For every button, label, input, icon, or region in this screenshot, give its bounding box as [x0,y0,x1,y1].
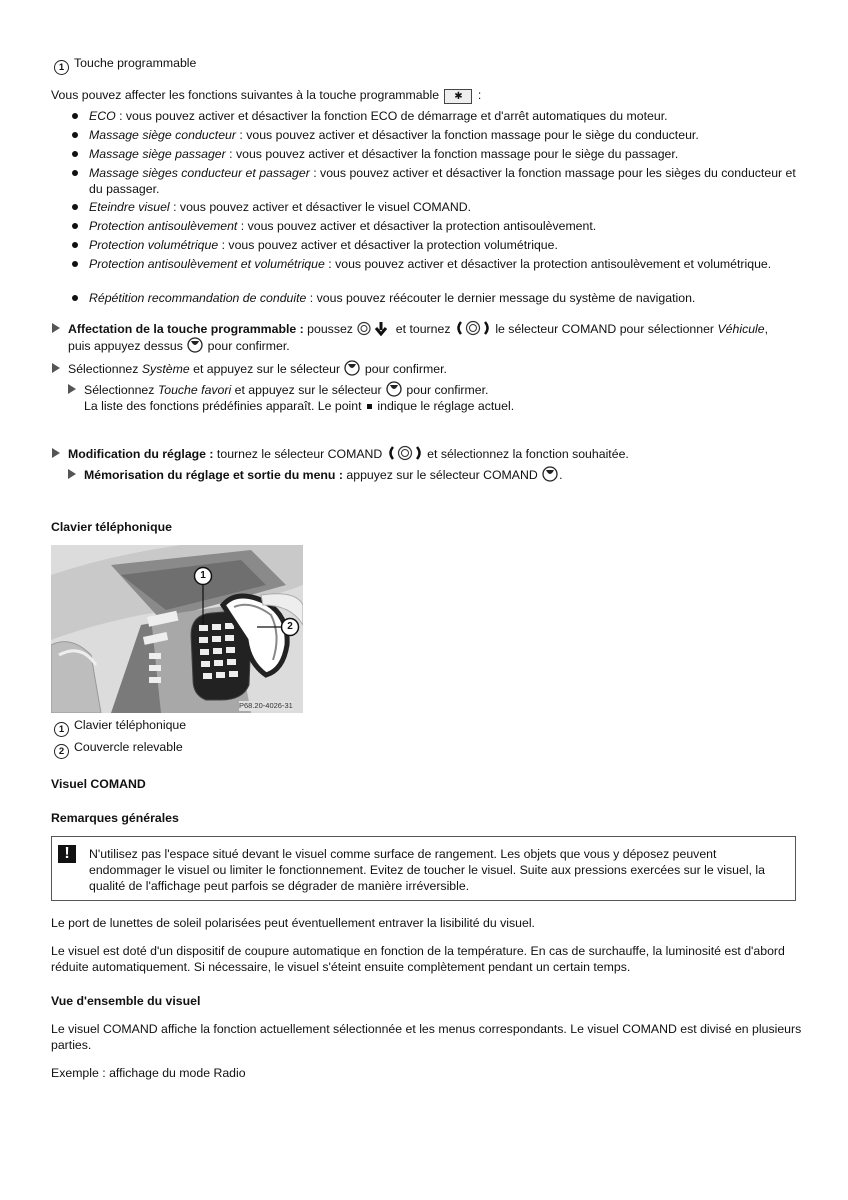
step-text: poussez [303,322,357,336]
list-item [72,199,802,215]
step-title: Mémorisation du réglage et sortie du menu : [84,468,343,482]
step-text: le sélecteur COMAND pour sélectionner [491,322,718,336]
step-text: . [559,468,563,482]
step-text: pour confirmer. [204,339,290,353]
legend-number: 2 [54,744,69,759]
image-reference-code: P68.20-4026-31 [239,701,293,710]
step-title: Affectation de la touche programmable : [68,322,304,336]
step-text: Sélectionnez [68,362,142,376]
step-text: et appuyez sur le sélecteur [231,383,386,397]
step-title: Modification du réglage : [68,447,214,461]
step-text: , [764,322,769,336]
step-text: appuyez sur le sélecteur COMAND [342,468,542,482]
photo-callout-1: 1 [200,570,206,581]
list-item [72,237,802,253]
warning-text: N'utilisez pas l'espace situé devant le visuel comme surface de rangement. Les objets que vous y déposez peuvent endommager le visuel ou limiter le fonctionnement. Evitez de toucher le visuel. Suite aux pressions exercées sur le visuel, la qualité de l'affichage peut parfois se dégrader de manière irréversible. [89,847,765,893]
list-item [72,127,802,143]
press-controller-icon [344,360,360,376]
function-desc: : vous pouvez activer et désactiver le visuel COMAND. [169,200,472,214]
press-controller-icon [542,466,558,482]
press-controller-icon [386,381,402,397]
function-desc: : vous pouvez activer et désactiver la fonction massage pour le siège du passager. [225,147,679,161]
rotate-controller-icon [387,445,423,461]
function-desc: : vous pouvez activer et désactiver la fonction massage pour les sièges du conducteur et du passager. [89,166,796,196]
legend-item-2 [54,739,183,759]
paragraph-affichage: Le visuel COMAND affiche la fonction actuellement sélectionnée et les menus correspondants. Le visuel COMAND est divisé en plusieurs parties. [51,1022,802,1052]
step-text: indique le réglage actuel. [373,399,515,413]
warning-box [51,836,796,901]
function-term: Eteindre visuel [89,200,170,214]
step-affectation [52,320,792,354]
step-modification [52,445,792,462]
list-item [72,290,802,306]
list-item [72,165,802,197]
warning-icon: ! [58,845,76,863]
callout-number: 1 [54,60,69,75]
step-target: Touche favori [157,383,232,397]
function-desc: : vous pouvez activer et désactiver la fonction massage pour le siège du conducteur. [235,128,699,142]
section-heading-clavier: Clavier téléphonique [51,520,172,534]
list-item [72,108,802,124]
function-desc: : vous pouvez réécouter le dernier message du système de navigation. [306,291,696,305]
step-arrow-icon [68,469,76,479]
step-text: pour confirmer. [403,383,489,397]
press-controller-icon [187,337,203,353]
function-term: Massage siège passager [89,147,226,161]
photo-callout-2: 2 [287,621,293,632]
function-term: Protection antisoulèvement et volumétrique [89,257,325,271]
step-text: puis appuyez dessus [68,339,187,353]
push-down-controller-icon [357,321,391,336]
function-desc: : vous pouvez activer et désactiver la fonction ECO de démarrage et d'arrêt automatiques du moteur. [115,109,668,123]
rotate-controller-icon [455,320,491,336]
step-target: Système [141,362,190,376]
step-text: et tournez [392,322,454,336]
list-item [72,256,802,272]
step-arrow-icon [52,323,60,333]
step-arrow-icon [52,363,60,373]
step-target: Véhicule [717,322,765,336]
step-arrow-icon [68,384,76,394]
step-text: La liste des fonctions prédéfinies apparaît. Le point [84,399,365,413]
function-desc: : vous pouvez activer et désactiver la protection volumétrique. [218,238,558,252]
legend-number: 1 [54,722,69,737]
step-systeme [52,360,792,377]
function-term: ECO [89,109,116,123]
function-term: Massage siège conducteur [89,128,236,142]
intro-paragraph [51,87,811,104]
subsection-heading-vue-ensemble: Vue d'ensemble du visuel [51,994,201,1008]
paragraph-exemple: Exemple : affichage du mode Radio [51,1066,246,1080]
function-desc: : vous pouvez activer et désactiver la protection antisoulèvement. [237,219,597,233]
function-desc: : vous pouvez activer et désactiver la protection antisoulèvement et volumétrique. [324,257,772,271]
list-item [72,146,802,162]
callout-label: Touche programmable [74,56,197,70]
step-text: et sélectionnez la fonction souhaitée. [423,447,629,461]
step-text: et appuyez sur le sélecteur [189,362,344,376]
selection-dot-icon [367,404,372,409]
function-term: Protection volumétrique [89,238,219,252]
paragraph-lunettes: Le port de lunettes de soleil polarisées peut éventuellement entraver la lisibilité du visuel. [51,916,535,930]
step-memorisation [68,466,808,483]
legend-label: Couvercle relevable [74,740,183,754]
function-term: Répétition recommandation de conduite [89,291,307,305]
legend-label: Clavier téléphonique [74,718,187,732]
step-text: tournez le sélecteur COMAND [213,447,386,461]
subsection-heading-remarques: Remarques générales [51,811,179,825]
function-term: Protection antisoulèvement [89,219,238,233]
keypad-illustration [51,545,303,713]
step-touche-favori [68,381,808,414]
paragraph-coupure: Le visuel est doté d'un dispositif de coupure automatique en fonction de la température. En cas de surchauffe, la luminosité est d'abord réduite automatiquement. Si nécessaire, le visuel s'éteint ensuite complètement pendant un certain temps. [51,944,785,974]
callout-touche-programmable [54,55,196,75]
step-text: pour confirmer. [361,362,447,376]
step-text: Sélectionnez [84,383,158,397]
favorite-key-icon: ✱ [444,89,472,104]
legend-item-1 [54,717,186,737]
list-item [72,218,802,234]
intro-text: Vous pouvez affecter les fonctions suivantes à la touche programmable [51,88,440,102]
section-heading-visuel: Visuel COMAND [51,777,146,791]
function-term: Massage sièges conducteur et passager [89,166,310,180]
keypad-photo [51,545,303,713]
step-arrow-icon [52,448,60,458]
intro-colon: : [477,88,482,102]
